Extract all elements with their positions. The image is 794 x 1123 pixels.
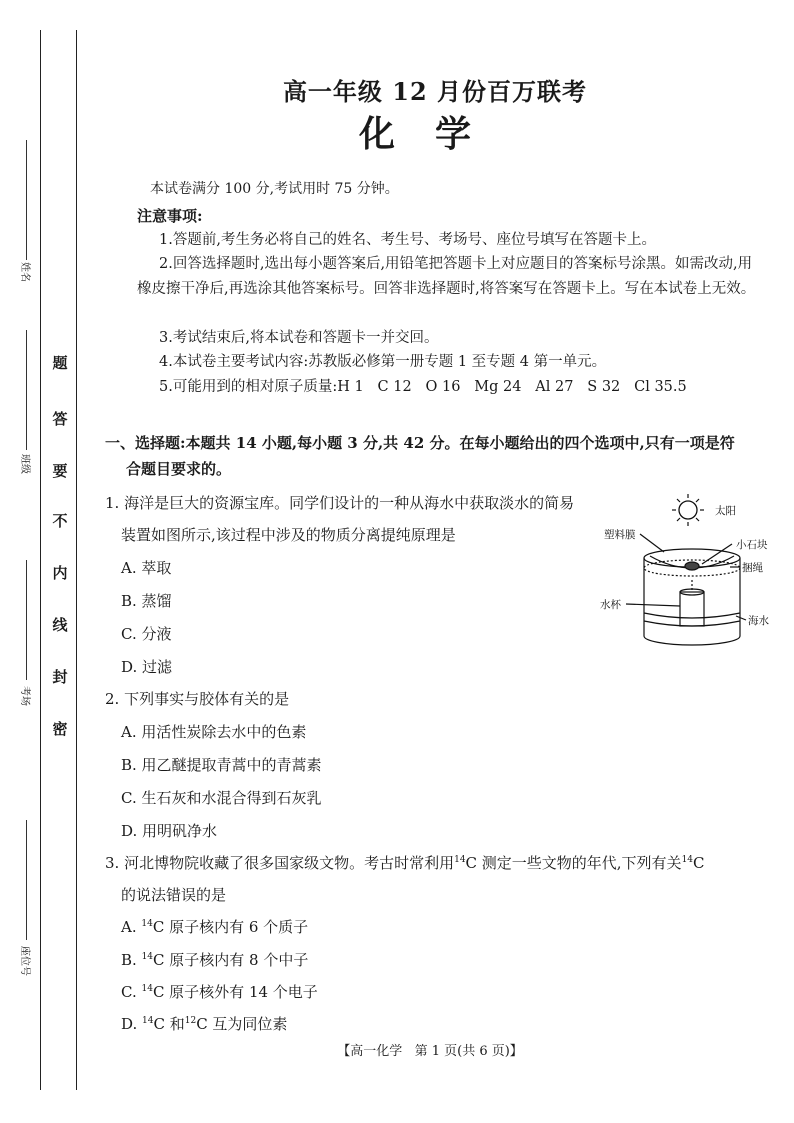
field-label: 考场 <box>19 686 30 706</box>
note-item-5: 5.可能用到的相对原子质量:H 1 C 12 O 16 Mg 24 Al 27 S 32 Cl 35.5 <box>159 379 687 395</box>
q3-option-d: D. $^{14}$C 和$^{12}$C 互为同位素 <box>121 1015 288 1033</box>
q1-stem-cont: 装置如图所示,该过程中涉及的物质分离提纯原理是 <box>121 526 456 544</box>
label-seawater: 海水 <box>748 615 769 627</box>
q3-option-b: B. $^{14}$C 原子核内有 8 个中子 <box>121 951 309 969</box>
seal-char: 封 <box>52 668 68 686</box>
seal-char: 线 <box>52 616 68 634</box>
q1-option-d: D. 过滤 <box>121 658 173 676</box>
sun-icon <box>672 494 704 526</box>
seal-char: 内 <box>52 564 68 582</box>
q3-stem: 3. 河北博物院收藏了很多国家级文物。考古时常利用$^{14}$C 测定一些文物的年代,下列有关$^{14}$C <box>105 854 705 872</box>
seal-char: 要 <box>52 462 68 480</box>
label-film: 塑料膜 <box>604 529 636 541</box>
solar-still-diagram <box>600 488 785 653</box>
label-rope: 捆绳 <box>742 562 763 574</box>
note-item-2: 2.回答选择题时,选出每小题答案后,用铅笔把答题卡上对应题目的答案标号涂黑。如需改动,用橡皮擦干净后,再选涂其他答案标号。回答非选择题时,将答案写在答题卡上。写在本试卷上无效。 <box>137 256 756 297</box>
q3-stem-cont: 的说法错误的是 <box>121 886 227 904</box>
seal-char: 不 <box>52 512 68 530</box>
q2-option-b: B. 用乙醚提取青蒿中的青蒿素 <box>121 756 322 774</box>
q2-option-d: D. 用明矾净水 <box>121 822 218 840</box>
q1-option-a: A. 萃取 <box>121 559 172 577</box>
label-stone: 小石块 <box>736 539 768 551</box>
label-sun: 太阳 <box>715 505 736 517</box>
field-label: 班级 <box>19 454 30 474</box>
seal-char: 题 <box>52 354 68 372</box>
section-heading: 一、选择题:本题共 14 小题,每小题 3 分,共 42 分。在每小题给出的四个选项中,只有一项是符 <box>105 434 735 452</box>
seal-char: 密 <box>52 720 68 738</box>
note-item-3: 3.考试结束后,将本试卷和答题卡一并交回。 <box>159 330 439 346</box>
field-underline <box>26 560 27 680</box>
field-underline <box>26 820 27 940</box>
exam-intro: 本试卷满分 100 分,考试用时 75 分钟。 <box>150 181 399 197</box>
field-label: 姓名 <box>19 262 30 282</box>
field-label: 座位号 <box>19 946 30 976</box>
q2-option-a: A. 用活性炭除去水中的色素 <box>121 723 307 741</box>
section-heading-cont: 合题目要求的。 <box>126 460 232 478</box>
margin-line-inner <box>76 30 77 1090</box>
q3-option-c: C. $^{14}$C 原子核外有 14 个电子 <box>121 983 318 1001</box>
field-underline <box>26 330 27 450</box>
label-cup: 水杯 <box>600 599 621 611</box>
q2-stem: 2. 下列事实与胶体有关的是 <box>105 690 290 708</box>
q1-option-c: C. 分液 <box>121 625 172 643</box>
page-footer: 【高一化学 第 1 页(共 6 页)】 <box>337 1044 523 1059</box>
q1-option-b: B. 蒸馏 <box>121 592 172 610</box>
exam-title: 高一年级 12 月份百万联考 <box>282 77 588 106</box>
q2-option-c: C. 生石灰和水混合得到石灰乳 <box>121 789 322 807</box>
seal-char: 答 <box>52 410 68 428</box>
notes-heading: 注意事项: <box>137 207 203 225</box>
margin-line-outer <box>40 30 41 1090</box>
q1-stem: 1. 海洋是巨大的资源宝库。同学们设计的一种从海水中获取淡水的简易 <box>105 494 575 512</box>
note-item-1: 1.答题前,考生务必将自己的姓名、考生号、考场号、座位号填写在答题卡上。 <box>159 232 656 248</box>
note-item-4: 4.本试卷主要考试内容:苏教版必修第一册专题 1 至专题 4 第一单元。 <box>159 354 607 370</box>
q3-option-a: A. $^{14}$C 原子核内有 6 个质子 <box>121 918 309 936</box>
field-underline <box>26 140 27 260</box>
subject-title: 化学 <box>358 113 511 155</box>
